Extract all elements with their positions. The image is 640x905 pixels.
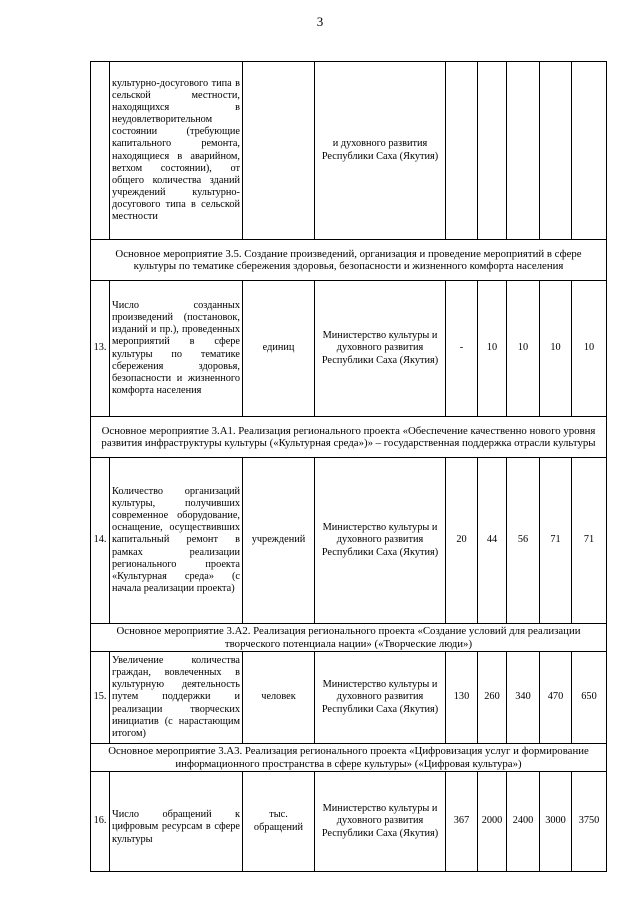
- value-cell: 71: [540, 458, 572, 624]
- indicator-cell: Количество организаций культуры, получивших современное оборудование, оснащение, осуществивших капитальный ремонт в рамках реализации регионального проекта «Культурная среда» (с начала реализации проекта): [110, 458, 243, 624]
- value-cell: [572, 62, 607, 240]
- unit-cell: учреждений: [243, 458, 315, 624]
- measure-heading: Основное мероприятие 3.5. Создание произведений, организация и проведение мероприятий в сфере культуры по тематике сбережения здоровья, безопасности и жизненного комфорта населения: [91, 240, 607, 281]
- value-cell: 3000: [540, 772, 572, 872]
- value-cell: 470: [540, 652, 572, 744]
- table-row: [91, 652, 607, 744]
- indicators-table: [90, 61, 607, 872]
- ministry-cell: Министерство культуры и духовного развития Республики Саха (Якутия): [315, 652, 446, 744]
- value-cell: 10: [478, 281, 507, 417]
- ministry-cell: Министерство культуры и духовного развития Республики Саха (Якутия): [315, 458, 446, 624]
- value-cell: 2400: [507, 772, 540, 872]
- table-row: [91, 458, 607, 624]
- value-cell: 71: [572, 458, 607, 624]
- value-cell: [540, 62, 572, 240]
- value-cell: 56: [507, 458, 540, 624]
- value-cell: [478, 62, 507, 240]
- value-cell: 3750: [572, 772, 607, 872]
- indicator-cell: Число обращений к цифровым ресурсам в сфере культуры: [110, 772, 243, 872]
- ministry-cell: и духовного развития Республики Саха (Якутия): [315, 62, 446, 240]
- unit-cell: человек: [243, 652, 315, 744]
- indicator-cell: Число созданных произведений (постановок, изданий и пр.), проведенных мероприятий в сфере культуры по тематике сбережения здоровья, безопасности и жизненного комфорта населения: [110, 281, 243, 417]
- row-number-cell: [91, 62, 110, 240]
- row-number-cell: 13.: [91, 281, 110, 417]
- ministry-cell: Министерство культуры и духовного развития Республики Саха (Якутия): [315, 281, 446, 417]
- measure-heading: Основное мероприятие 3.А3. Реализация регионального проекта «Цифровизация услуг и формирование информационного пространства в сфере культуры» («Цифровая культура»): [91, 744, 607, 772]
- indicator-cell: Увеличение количества граждан, вовлеченных в культурную деятельность путем поддержки и реализации творческих инициатив (с нарастающим итогом): [110, 652, 243, 744]
- measure-row: [91, 624, 607, 652]
- value-cell: [446, 62, 478, 240]
- page-number: 3: [316, 14, 324, 29]
- value-cell: 367: [446, 772, 478, 872]
- unit-cell: тыс. обращений: [243, 772, 315, 872]
- value-cell: 2000: [478, 772, 507, 872]
- value-cell: [507, 62, 540, 240]
- measure-row: [91, 240, 607, 281]
- unit-cell: [243, 62, 315, 240]
- measure-heading: Основное мероприятие 3.А1. Реализация регионального проекта «Обеспечение качественно нового уровня развития инфраструктуры культуры («Культурная среда»)» – государственная поддержка отрасли культуры: [91, 417, 607, 458]
- table-row: [91, 772, 607, 872]
- value-cell: 10: [572, 281, 607, 417]
- value-cell: 260: [478, 652, 507, 744]
- value-cell: 10: [507, 281, 540, 417]
- indicator-cell: культурно-досугового типа в сельской местности, находящихся в неудовлетворительном состоянии (требующие капитального ремонта, находящиеся в аварийном, ветхом состоянии), от общего количества зданий учреждений культурно-досугового типа в сельской местности: [110, 62, 243, 240]
- value-cell: 20: [446, 458, 478, 624]
- value-cell: 650: [572, 652, 607, 744]
- value-cell: 44: [478, 458, 507, 624]
- measure-row: [91, 417, 607, 458]
- value-cell: -: [446, 281, 478, 417]
- value-cell: 340: [507, 652, 540, 744]
- measure-row: [91, 744, 607, 772]
- row-number-cell: 16.: [91, 772, 110, 872]
- unit-cell: единиц: [243, 281, 315, 417]
- row-number-cell: 14.: [91, 458, 110, 624]
- row-number-cell: 15.: [91, 652, 110, 744]
- value-cell: 130: [446, 652, 478, 744]
- ministry-cell: Министерство культуры и духовного развития Республики Саха (Якутия): [315, 772, 446, 872]
- table-row: [91, 281, 607, 417]
- measure-heading: Основное мероприятие 3.А2. Реализация регионального проекта «Создание условий для реализации творческого потенциала нации» («Творческие люди»): [91, 624, 607, 652]
- table-row: [91, 62, 607, 240]
- value-cell: 10: [540, 281, 572, 417]
